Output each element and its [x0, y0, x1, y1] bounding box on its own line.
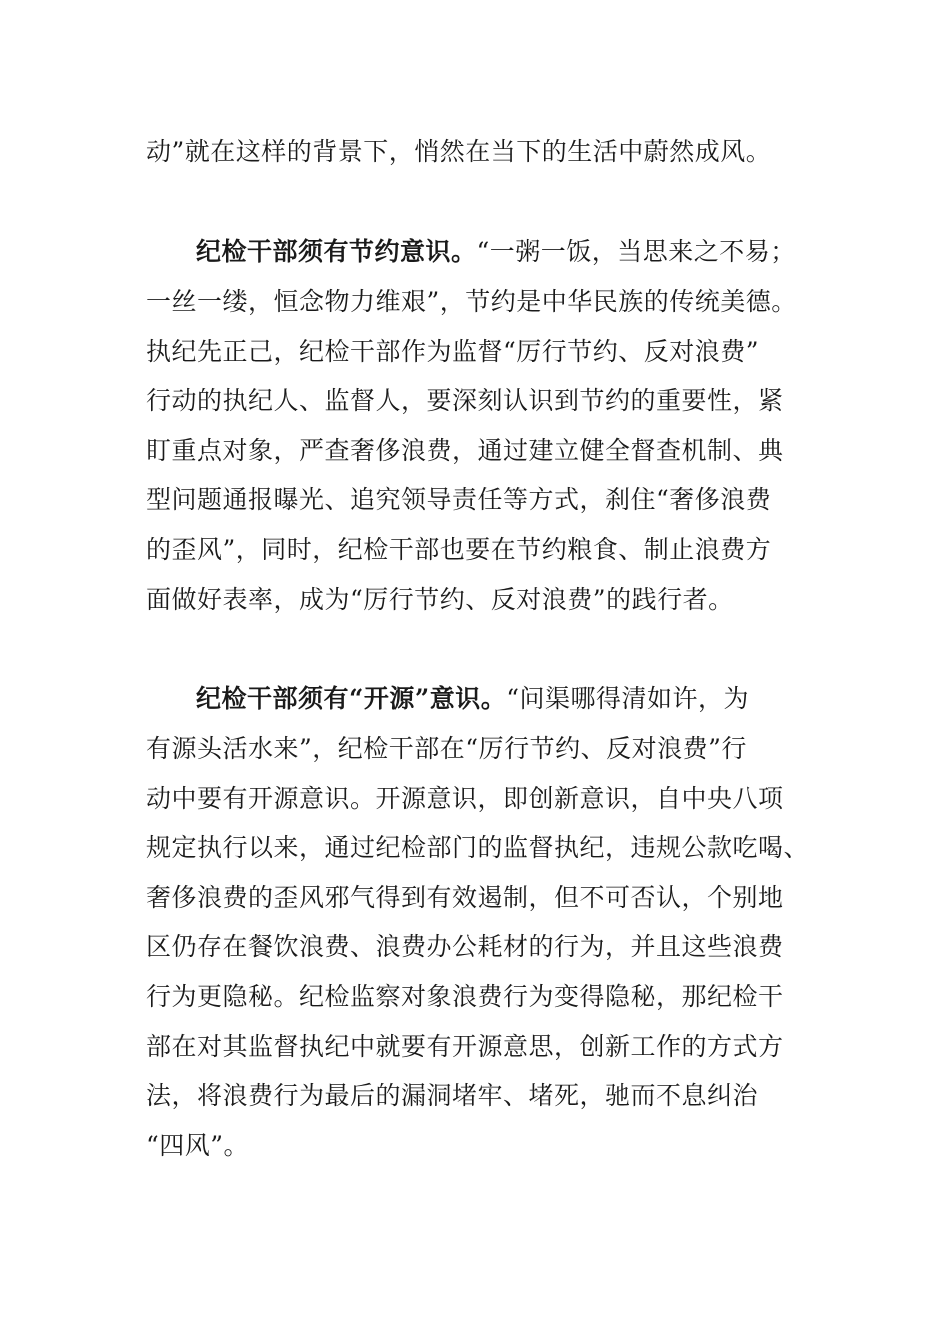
paragraph-3-line-5: 奢侈浪费的歪风邪气得到有效遏制，但不可否认，个别地: [146, 883, 784, 912]
paragraph-3-line-8: 部在对其监督执纪中就要有开源意思，创新工作的方式方: [146, 1032, 784, 1061]
paragraph-3-line-1: [146, 683, 826, 715]
paragraph-3-line-4: 规定执行以来，通过纪检部门的监督执纪，违规公款吃喝、: [146, 833, 810, 862]
paragraph-2-line-7: 的歪风”，同时，纪检干部也要在节约粮食、制止浪费方: [146, 535, 772, 564]
paragraph-2-line-8: 面做好表率，成为“厉行节约、反对浪费”的践行者。: [146, 585, 734, 614]
paragraph-2-heading: 纪检干部须有节约意识。: [196, 237, 477, 266]
paragraph-3-line-3: 动中要有开源意识。开源意识，即创新意识，自中央八项: [146, 784, 784, 813]
paragraph-2-line-3: 执纪先正己，纪检干部作为监督“厉行节约、反对浪费”: [146, 337, 760, 366]
paragraph-3-line-2: 有源头活水来”，纪检干部在“厉行节约、反对浪费”行: [146, 734, 747, 763]
paragraph-2-line-4: 行动的执纪人、监督人，要深刻认识到节约的重要性，紧: [146, 386, 784, 415]
paragraph-2-line-1: [146, 236, 826, 268]
paragraph-2-line-5: 盯重点对象，严查奢侈浪费，通过建立健全督查机制、典: [146, 436, 784, 465]
paragraph-3-line-7: 行为更隐秘。纪检监察对象浪费行为变得隐秘，那纪检干: [146, 982, 784, 1011]
paragraph-2-line-1-text: “一粥一饭，当思来之不易；: [476, 237, 796, 266]
paragraph-1-line-1: 动”就在这样的背景下，悄然在当下的生活中蔚然成风。: [146, 137, 772, 166]
paragraph-3-line-9: 法，将浪费行为最后的漏洞堵牢、堵死，驰而不息纠治: [146, 1081, 759, 1110]
paragraph-2-line-2: 一丝一缕，恒念物力维艰”，节约是中华民族的传统美德。: [146, 287, 797, 316]
paragraph-3-heading: 纪检干部须有“开源”意识。: [196, 684, 507, 713]
paragraph-2-line-6: 型问题通报曝光、追究领导责任等方式，刹住“奢侈浪费: [146, 485, 772, 514]
paragraph-3-line-6: 区仍存在餐饮浪费、浪费办公耗材的行为，并且这些浪费: [146, 932, 784, 961]
paragraph-3-line-10: “四风”。: [146, 1131, 250, 1160]
paragraph-3-line-1-text: “问渠哪得清如许，为: [506, 684, 750, 713]
